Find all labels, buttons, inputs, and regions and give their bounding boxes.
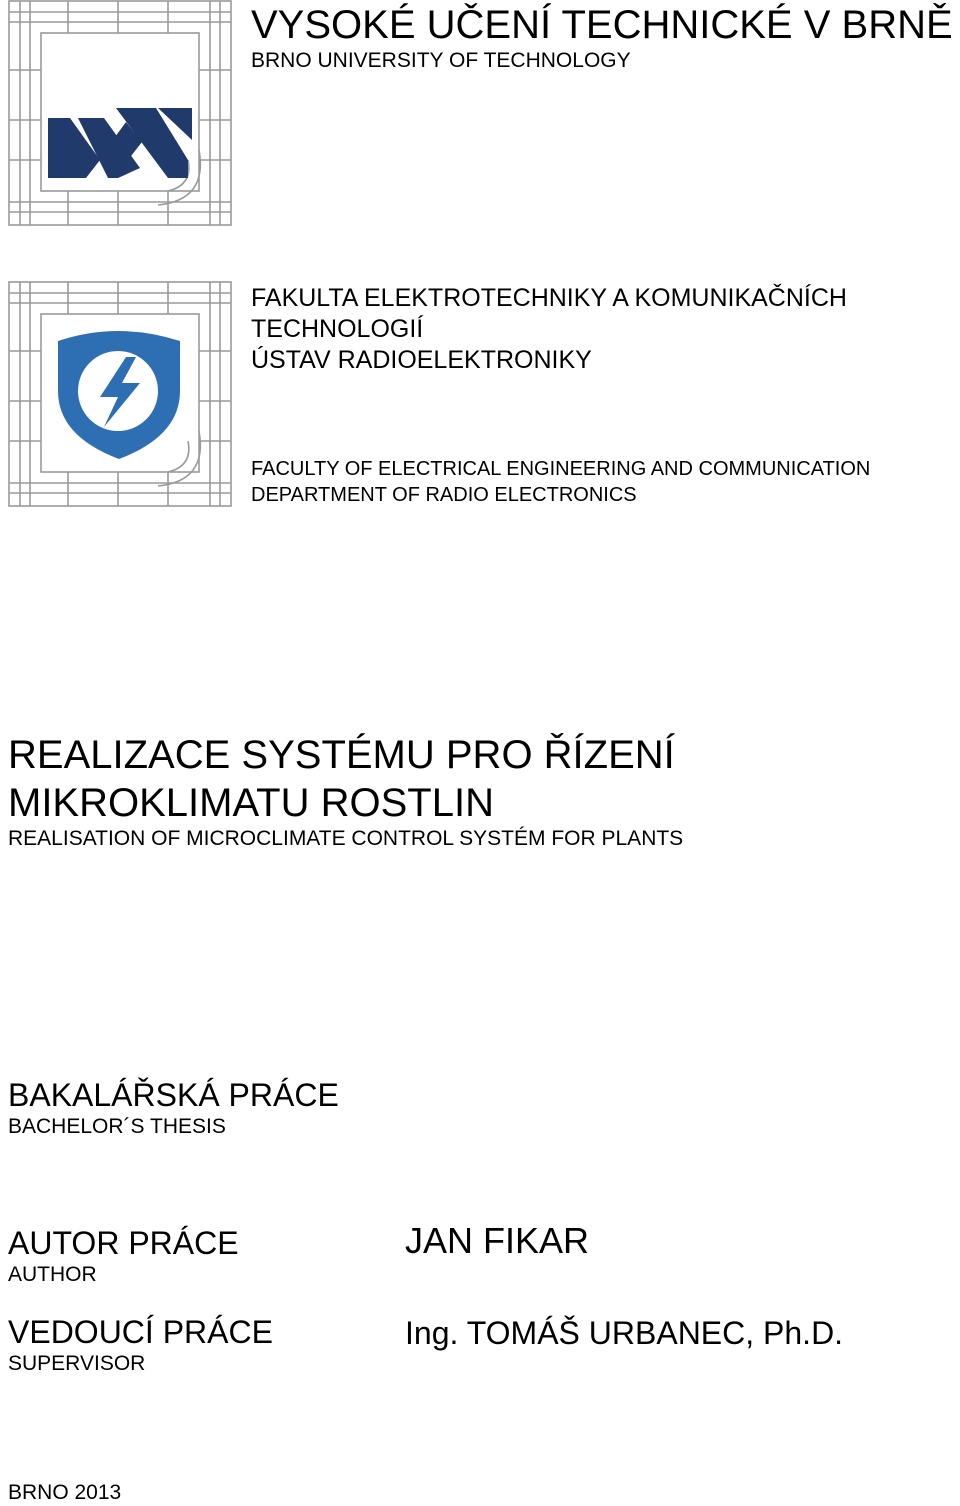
- faculty-cz-line: TECHNOLOGIÍ: [251, 315, 424, 343]
- supervisor-label-cz: VEDOUCÍ PRÁCE: [8, 1314, 273, 1350]
- thesis-title-en: REALISATION OF MICROCLIMATE CONTROL SYSTÉM FOR PLANTS: [8, 827, 684, 850]
- vut-logo-icon: [8, 0, 232, 226]
- thesis-type-en: BACHELOR´S THESIS: [8, 1115, 226, 1138]
- faculty-name-en: [251, 456, 870, 508]
- supervisor-label-en: SUPERVISOR: [8, 1352, 146, 1375]
- university-name-en: BRNO UNIVERSITY OF TECHNOLOGY: [251, 49, 631, 72]
- thesis-type-cz: BAKALÁŘSKÁ PRÁCE: [8, 1077, 339, 1113]
- fekt-lightning-shield-icon: [8, 281, 232, 507]
- faculty-en-line: FACULTY OF ELECTRICAL ENGINEERING AND COMMUNICATION: [251, 458, 871, 480]
- thesis-title-cz: [8, 731, 675, 827]
- author-label-cz: AUTOR PRÁCE: [8, 1225, 239, 1261]
- university-logo: [8, 0, 232, 226]
- department-name-cz: ÚSTAV RADIOELEKTRONIKY: [251, 346, 592, 374]
- thesis-title-line: MIKROKLIMATU ROSTLIN: [8, 781, 494, 825]
- department-name-en: DEPARTMENT OF RADIO ELECTRONICS: [251, 484, 637, 506]
- university-name-cz: VYSOKÉ UČENÍ TECHNICKÉ V BRNĚ: [251, 3, 953, 47]
- author-name: JAN FIKAR: [405, 1220, 590, 1261]
- supervisor-name: Ing. TOMÁŠ URBANEC, Ph.D.: [405, 1315, 844, 1351]
- thesis-title-line: REALIZACE SYSTÉMU PRO ŘÍZENÍ: [8, 733, 675, 777]
- faculty-logo: [8, 281, 232, 507]
- city-year: BRNO 2013: [8, 1481, 122, 1504]
- author-label-en: AUTHOR: [8, 1263, 97, 1286]
- faculty-cz-line: FAKULTA ELEKTROTECHNIKY A KOMUNIKAČNÍCH: [251, 284, 847, 312]
- faculty-name-cz: [251, 283, 847, 376]
